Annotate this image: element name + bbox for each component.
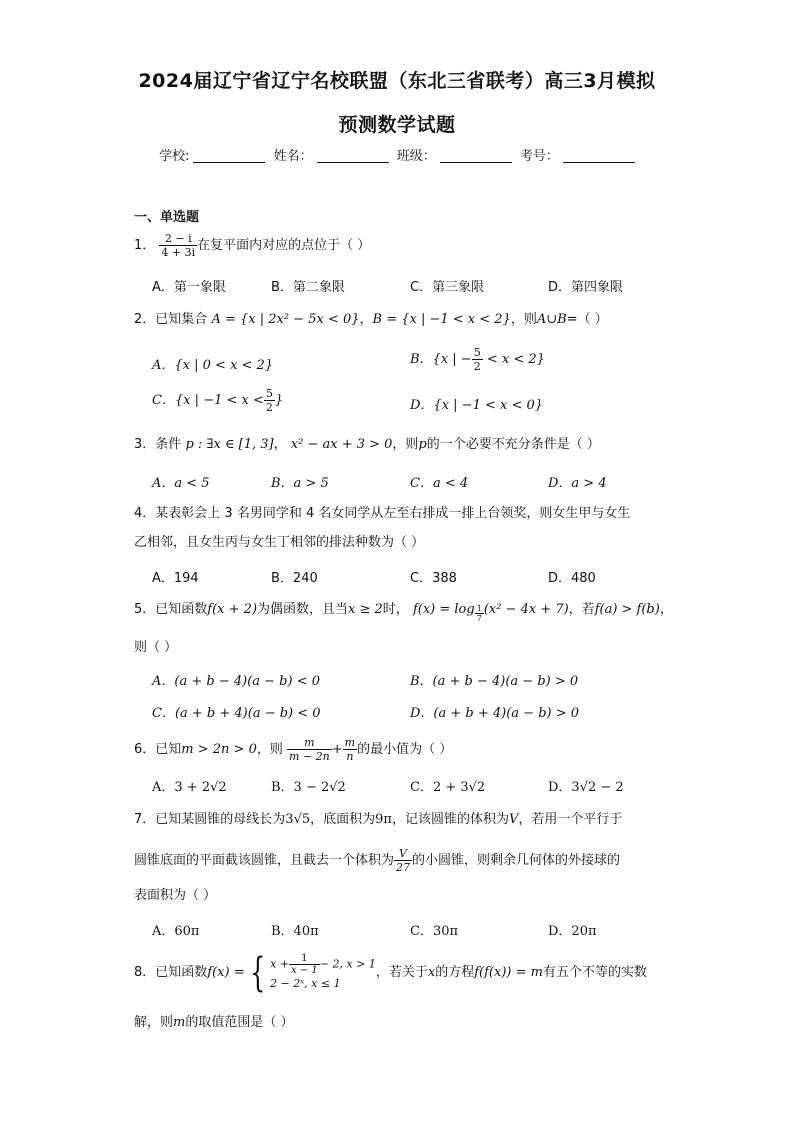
question-text: 已知函数 (155, 602, 208, 617)
question-text: ，记该圆锥的体积为 (391, 812, 509, 827)
option-d[interactable]: D．480 (548, 571, 596, 586)
question-5-line2: 则（ ） (134, 640, 178, 655)
option-c[interactable] (152, 387, 283, 414)
function-definition: f(x) = log (412, 602, 475, 617)
option-text: } (274, 393, 284, 408)
question-text: =（ ） (566, 312, 608, 327)
option-text: B．{x | − (410, 352, 472, 367)
option-c[interactable]: C．第三象限 (410, 280, 485, 295)
option-text: D．a > 4 (548, 476, 607, 491)
option-c[interactable] (152, 702, 321, 721)
option-d[interactable] (548, 920, 597, 939)
class-blank[interactable] (440, 148, 512, 163)
option-text: < x < 2} (482, 352, 545, 367)
option-text: B．3 − 2√2 (271, 780, 346, 795)
set-b: B = {x | −1 < x < 2} (372, 312, 511, 327)
question-text: 的最小值为（ ） (357, 742, 453, 757)
question-4 (134, 503, 630, 525)
question-text: 已知某圆锥的母线长为 (155, 812, 286, 827)
option-b[interactable]: B．第二象限 (271, 280, 345, 295)
section-heading: 一、单选题 (134, 210, 200, 225)
exam-title-line2: 预测数学试题 (338, 114, 456, 136)
condition: x ≥ 2 (348, 602, 383, 617)
variable-x: x (427, 965, 436, 980)
question-text: 已知集合 (155, 312, 208, 327)
union-expr: A∪B (536, 312, 567, 327)
question-text: ，则 (256, 742, 283, 757)
option-text: C．{x | −1 < x < (152, 393, 264, 408)
school-blank[interactable] (193, 148, 265, 163)
question-text: 的取值范围是（ ） (185, 1015, 294, 1030)
school-label: 学校: (159, 149, 190, 164)
option-c[interactable] (410, 920, 458, 939)
question-text: 条件 (155, 437, 182, 452)
volume-var: V (508, 812, 519, 827)
question-number: 3． (134, 437, 156, 452)
exam-title-line1: 2024届辽宁省辽宁名校联盟（东北三省联考）高三3月模拟 (138, 70, 656, 92)
variable-p: p (418, 437, 427, 452)
function-expr: f(x + 2) (207, 602, 258, 617)
option-text: D．20π (548, 924, 597, 939)
question-number: 7． (134, 812, 156, 827)
option-text: C．2 + 3√2 (410, 780, 486, 795)
option-a[interactable]: A．第一象限 (152, 280, 226, 295)
option-b[interactable]: B．240 (271, 571, 318, 586)
question-text: ，若 (568, 602, 595, 617)
option-c[interactable] (410, 472, 468, 491)
question-7 (134, 809, 622, 831)
option-b[interactable] (271, 776, 346, 795)
case-1: x + $\frac{1}{x - 1}$ − 2, x > 1 (270, 953, 376, 976)
option-text: B．(a + b − 4)(a − b) > 0 (410, 674, 579, 689)
condition-p: p : ∃x ∈ [1, 3] (185, 437, 274, 452)
option-b[interactable] (271, 920, 319, 939)
option-text: B．40π (271, 924, 319, 939)
option-text: D．(a + b + 4)(a − b) > 0 (410, 706, 580, 721)
option-fraction: $\frac{5}{2}$ (473, 346, 481, 373)
volume-fraction: $\frac{V}{27}$ (396, 847, 411, 874)
option-d[interactable]: D．第四象限 (548, 280, 624, 295)
question-text: ， (659, 602, 673, 617)
option-text: C．(a + b + 4)(a − b) < 0 (152, 706, 321, 721)
plus-sign: + (331, 742, 343, 757)
question-number: 1． (134, 238, 156, 253)
student-info-row (0, 145, 794, 164)
question-7-line2 (134, 847, 620, 874)
option-text: A．a < 5 (152, 476, 210, 491)
question-text: ，则 (392, 437, 419, 452)
equation: f(f(x)) = m (474, 965, 543, 980)
fraction-1: $\frac{m}{m - 2n}$ (289, 736, 330, 763)
option-a[interactable] (152, 920, 199, 939)
option-text: C．30π (410, 924, 459, 939)
question-text: 的方程 (435, 965, 475, 980)
option-text: A．3 + 2√2 (152, 780, 227, 795)
question-text: 的一个必要不充分条件是（ ） (426, 437, 600, 452)
option-a[interactable] (152, 670, 320, 689)
option-text: A．(a + b − 4)(a − b) < 0 (152, 674, 320, 689)
question-text: 在复平面内对应的点位于（ ） (197, 238, 371, 253)
question-7-line3: 表面积为（ ） (134, 888, 217, 903)
option-d[interactable] (410, 394, 543, 413)
question-text: 为偶函数，且当 (257, 602, 349, 617)
question-text: 的小圆锥，则剩余几何体的外接球的 (412, 853, 621, 868)
option-c[interactable] (410, 776, 485, 795)
question-1 (134, 232, 370, 259)
question-fraction: $\frac{2 - i}{4 + 3i}$ (161, 232, 196, 259)
question-number: 4． (134, 506, 156, 521)
name-blank[interactable] (317, 148, 389, 163)
option-c[interactable]: C．388 (410, 571, 457, 586)
question-8 (134, 945, 647, 1001)
option-b[interactable] (410, 670, 578, 689)
class-label: 班级： (396, 149, 436, 164)
question-number: 8． (134, 965, 156, 980)
question-number: 5． (134, 602, 156, 617)
case-1-fraction: $\frac{1}{x - 1}$ (290, 953, 318, 976)
question-text: 有五个不等的实数 (542, 965, 647, 980)
question-text: ，若用一个平行于 (518, 812, 623, 827)
option-d[interactable] (548, 776, 624, 795)
case-2: 2 − 2ˣ, x ≤ 1 (270, 977, 341, 990)
question-text: 时， (382, 602, 409, 617)
question-8-line2 (134, 1012, 293, 1034)
log-base: $\frac{1}{7}$ (476, 604, 482, 623)
option-b[interactable] (271, 472, 329, 491)
option-text: A．{x | 0 < x < 2} (152, 358, 274, 373)
question-text: 圆锥底面的平面截该圆锥，且截去一个体积为 (134, 853, 395, 868)
option-a[interactable] (152, 776, 227, 795)
question-text: ，则 (510, 312, 537, 327)
option-a[interactable] (152, 354, 273, 373)
base-area: 9π (375, 812, 392, 827)
question-text: 某表彰会上 3 名男同学和 4 名女同学从左至右排成一排上台领奖，则女生甲与女生 (155, 506, 631, 521)
option-a[interactable]: A．194 (152, 571, 199, 586)
function-name: f(x) = (207, 965, 245, 980)
option-text: D．3√2 − 2 (548, 780, 624, 795)
exam-number-blank[interactable] (563, 148, 635, 163)
option-d[interactable] (410, 702, 579, 721)
option-a[interactable] (152, 472, 210, 491)
question-2: 2．已知集合 A = {x | 2x² − 5x < 0}，B = {x | −1 < x < 2}，则A∪B=（ ） (134, 312, 608, 327)
slant-length: 3√5 (285, 812, 311, 827)
condition: m > 2n > 0 (181, 742, 257, 757)
option-b[interactable] (410, 346, 545, 373)
variable-m: m (173, 1015, 186, 1030)
brace-icon: { (249, 949, 265, 996)
option-text: A．60π (152, 924, 200, 939)
question-text: ，若关于 (375, 965, 428, 980)
question-5 (134, 599, 673, 623)
option-fraction: $\frac{5}{2}$ (265, 387, 273, 414)
name-label: 姓名： (273, 149, 313, 164)
question-text: 已知函数 (155, 965, 208, 980)
function-definition-tail: (x² − 4x + 7) (483, 602, 569, 617)
question-6 (134, 736, 452, 763)
comparison: f(a) > f(b) (594, 602, 660, 617)
piecewise-cases (270, 953, 376, 992)
set-a: A = {x | 2x² − 5x < 0} (211, 312, 360, 327)
exam-number-label: 考号： (519, 149, 559, 164)
option-d[interactable] (548, 472, 607, 491)
fraction-2: $\frac{m}{n}$ (344, 736, 356, 763)
question-3: 3．条件 p : ∃x ∈ [1, 3]， x² − ax + 3 > 0，则p的一个必要不充分条件是（ ） (134, 437, 600, 452)
question-text: 解，则 (134, 1015, 174, 1030)
inequality: x² − ax + 3 > 0 (290, 437, 393, 452)
option-text: B．a > 5 (271, 476, 329, 491)
option-text: C．a < 4 (410, 476, 469, 491)
option-text: D．{x | −1 < x < 0} (410, 398, 544, 413)
question-4-line2: 乙相邻，且女生丙与女生丁相邻的排法种数为（ ） (134, 535, 425, 550)
question-number: 6． (134, 742, 156, 757)
question-number: 2． (134, 312, 156, 327)
question-text: 已知 (155, 742, 182, 757)
question-text: ，底面积为 (310, 812, 376, 827)
